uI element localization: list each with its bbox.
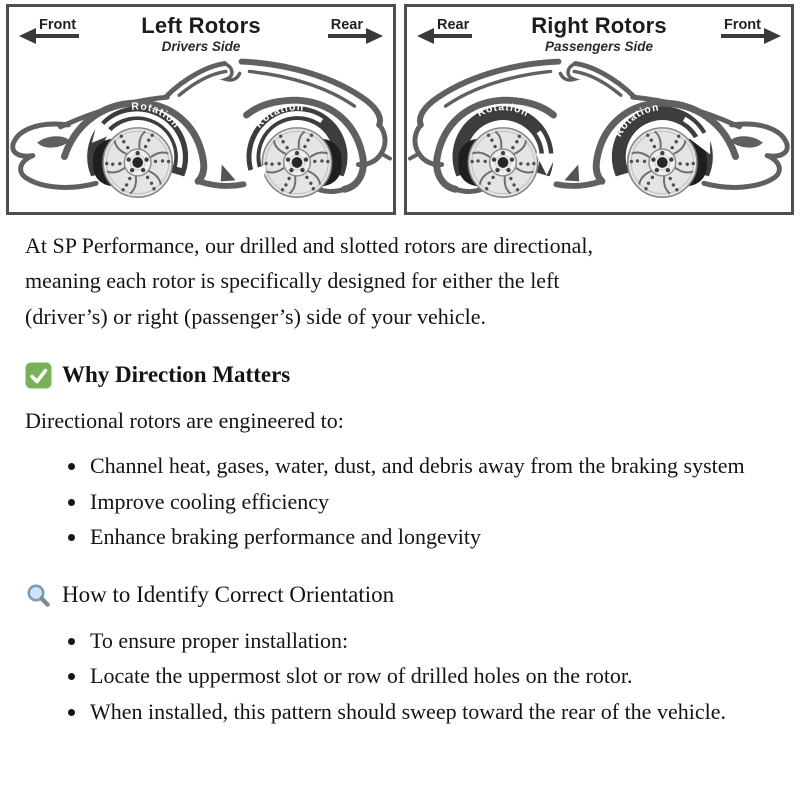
right-panel-header [417, 13, 781, 55]
left-rotors-panel [6, 4, 396, 215]
list-item: • Improve cooling efficiency [88, 484, 775, 519]
arrow-east-icon [366, 28, 383, 44]
rotor-direction-diagram [0, 0, 800, 215]
right-rotors-panel [404, 4, 794, 215]
arrow-west-icon [417, 28, 434, 44]
why-lead-text: Directional rotors are engineered to: [25, 407, 344, 433]
front-label: Front [721, 18, 764, 38]
front-label: Front [36, 18, 79, 38]
heading-text: Why Direction Matters [62, 362, 291, 388]
panel-subtitle: Passengers Side [544, 39, 654, 55]
why-direction-matters-heading [25, 361, 775, 389]
left-panel-header [19, 13, 383, 55]
rotation-text: Rotation [131, 101, 182, 131]
intro-paragraph [25, 228, 775, 334]
rear-direction-arrow [417, 18, 472, 38]
list-item: • To ensure proper installation: [88, 623, 775, 658]
rear-label: Rear [434, 18, 472, 38]
rear-direction-arrow [328, 18, 383, 38]
arrow-east-icon [764, 28, 781, 44]
magnifying-glass-icon [25, 582, 52, 609]
identify-bullet-list [25, 623, 775, 729]
rotation-text: Rotation [475, 102, 531, 120]
list-item: • Enhance braking performance and longevity [88, 519, 775, 554]
intro-line: (driver’s) or right (passenger’s) side of your vehicle. [25, 303, 487, 329]
rotation-text: Rotation [253, 102, 305, 131]
rear-label: Rear [328, 18, 366, 38]
rotation-text: Rotation [613, 102, 661, 139]
front-direction-arrow [19, 18, 79, 38]
heading-text: How to Identify Correct Orientation [62, 582, 395, 608]
panel-title: Left Rotors [141, 13, 261, 38]
panel-title: Right Rotors [531, 13, 667, 38]
list-item: • Channel heat, gases, water, dust, and debris away from the braking system [88, 448, 775, 483]
check-mark-button-icon [25, 362, 52, 389]
panel-subtitle: Drivers Side [161, 39, 241, 55]
arrow-west-icon [19, 28, 36, 44]
why-bullet-list [25, 448, 775, 554]
intro-line: meaning each rotor is specifically designed for either the left [25, 268, 560, 294]
list-item: • Locate the uppermost slot or row of drilled holes on the rotor. [88, 658, 775, 693]
list-item: • When installed, this pattern should sweep toward the rear of the vehicle. [88, 694, 775, 729]
intro-line: At SP Performance, our drilled and slotted rotors are directional, [25, 233, 593, 258]
rotor-direction-article [0, 215, 800, 729]
front-direction-arrow [721, 18, 781, 38]
identify-orientation-heading [25, 581, 775, 609]
